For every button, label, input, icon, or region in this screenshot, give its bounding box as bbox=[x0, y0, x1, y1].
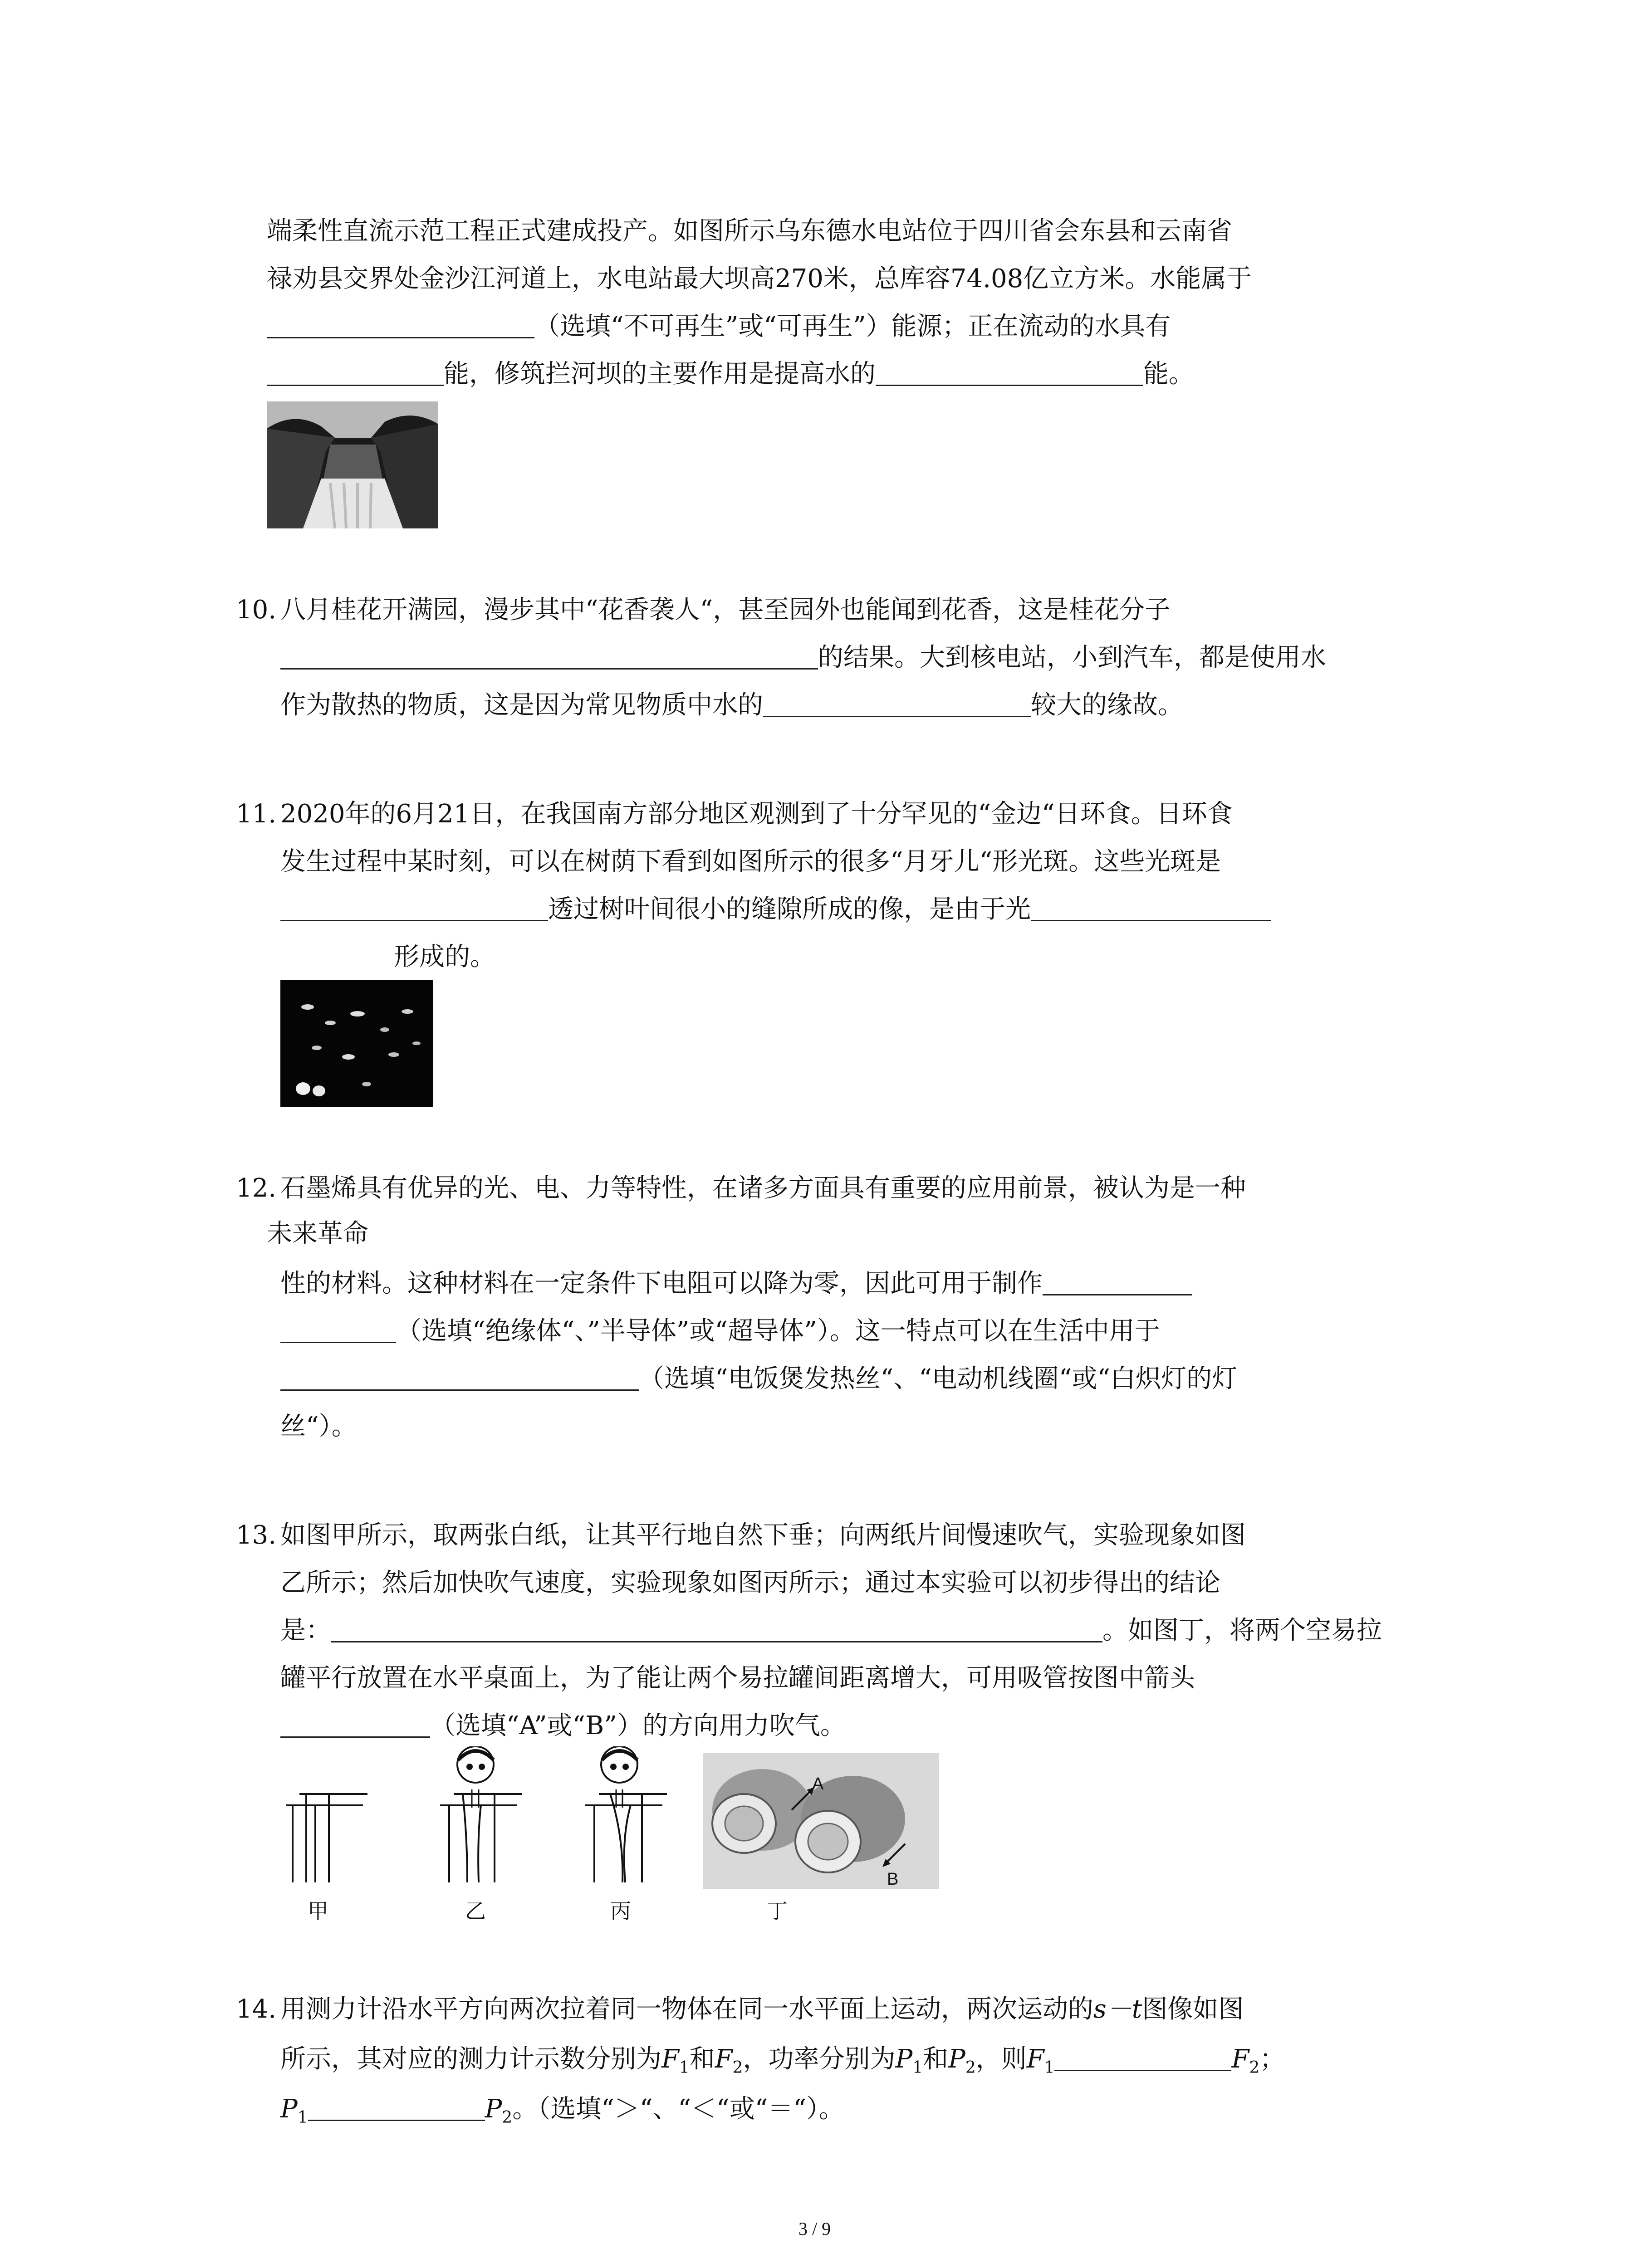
q9-line4: 能，修筑拦河坝的主要作用是提高水的 能。 bbox=[267, 356, 1194, 392]
q13-number: 13. bbox=[236, 1520, 277, 1550]
q11-blank2[interactable] bbox=[1031, 894, 1271, 921]
q13-blank2[interactable] bbox=[280, 1711, 430, 1738]
q12-line2: 未来革命 bbox=[267, 1219, 368, 1248]
q14-blank2[interactable] bbox=[308, 2094, 485, 2121]
arrow-a-label: A bbox=[812, 1774, 824, 1794]
label-bing: 丙 bbox=[610, 1899, 631, 1923]
q11-line3: 透过树叶间很小的缝隙所成的像，是由于光 bbox=[280, 891, 1271, 928]
q13-blank1[interactable] bbox=[331, 1616, 1102, 1642]
q12-line1: 石墨烯具有优异的光、电、力等特性，在诸多方面具有重要的应用前景，被认为是一种 bbox=[280, 1173, 1246, 1203]
q10-blank2[interactable] bbox=[763, 690, 1031, 717]
q9-line2: 禄劝县交界处金沙江河道上，水电站最大坝高270米，总库容74.08亿立方米。水能属于 bbox=[267, 264, 1252, 293]
figure-bing bbox=[585, 1746, 667, 1882]
figure-jia bbox=[286, 1794, 367, 1882]
q11-number: 11. bbox=[236, 799, 277, 829]
q11-blank2-cont[interactable] bbox=[280, 943, 394, 969]
q13-line3: 是： 。如图丁，将两个空易拉 bbox=[280, 1616, 1382, 1645]
q10-line2: 的结果。大到核电站，小到汽车，都是使用水 bbox=[280, 640, 1326, 676]
q12-blank1[interactable] bbox=[1043, 1269, 1192, 1295]
q12-blank2[interactable] bbox=[280, 1364, 639, 1391]
figure-yi bbox=[440, 1746, 522, 1882]
q14-blank1[interactable] bbox=[1054, 2044, 1231, 2071]
q11-line1: 2020年的6月21日，在我国南方部分地区观测到了十分罕见的“金边“日环食。日环食 bbox=[280, 799, 1233, 829]
q10-blank1[interactable] bbox=[280, 643, 818, 670]
q14-line1: 用测力计沿水平方向两次拉着同一物体在同一水平面上运动，两次运动的s－t图像如图 bbox=[280, 1994, 1244, 2024]
label-ding: 丁 bbox=[767, 1899, 788, 1923]
q14-number: 14. bbox=[236, 1994, 277, 2024]
q10-line1: 八月桂花开满园，漫步其中“花香袭人“，甚至园外也能闻到花香，这是桂花分子 bbox=[280, 595, 1171, 625]
q11-blank1[interactable] bbox=[280, 894, 548, 921]
q13-line2: 乙所示；然后加快吹气速度，实验现象如图丙所示；通过本实验可以初步得出的结论 bbox=[280, 1568, 1220, 1598]
q11-line4: 形成的。 bbox=[280, 939, 495, 975]
label-jia: 甲 bbox=[308, 1899, 328, 1923]
light-spots-photo bbox=[280, 980, 433, 1107]
q14-line3: $P_1$ $P_2$。（选填“＞“、“＜“或“＝“）。 bbox=[280, 2094, 844, 2127]
label-yi: 乙 bbox=[465, 1899, 486, 1923]
q12-line5: （选填“电饭煲发热丝“、“电动机线圈“或“白炽灯的灯 bbox=[280, 1361, 1237, 1397]
q9-blank2[interactable] bbox=[267, 359, 444, 386]
q13-line5: （选填“A”或“B”）的方向用力吹气。 bbox=[280, 1708, 846, 1744]
q9-line3: （选填“不可再生”或“可再生”）能源；正在流动的水具有 bbox=[267, 308, 1171, 345]
q13-figure bbox=[272, 1746, 953, 1946]
q13-line1: 如图甲所示，取两张白纸，让其平行地自然下垂；向两纸片间慢速吹气，实验现象如图 bbox=[280, 1520, 1246, 1550]
q9-blank1[interactable] bbox=[267, 312, 534, 338]
q14-line2: 所示，其对应的测力计示数分别为$F_1$和$F_2$，功率分别为$P_1$和$P_2$，则$F_1$ $F_2$； bbox=[280, 2044, 1285, 2077]
dam-photo bbox=[267, 401, 438, 528]
q12-line4: （选填“绝缘体“、”半导体”或“超导体”）。这一特点可以在生活中用于 bbox=[280, 1313, 1160, 1349]
q10-line3: 作为散热的物质，这是因为常见物质中水的 较大的缘故。 bbox=[280, 690, 1183, 720]
q9-blank3[interactable] bbox=[876, 359, 1143, 386]
q12-blank1-cont[interactable] bbox=[280, 1316, 396, 1343]
arrow-b-label: B bbox=[887, 1870, 899, 1889]
q9-line1: 端柔性直流示范工程正式建成投产。如图所示乌东德水电站位于四川省会东县和云南省 bbox=[267, 216, 1232, 246]
page-number: 3 / 9 bbox=[798, 2219, 831, 2239]
q11-line2: 发生过程中某时刻，可以在树荫下看到如图所示的很多“月牙儿“形光斑。这些光斑是 bbox=[280, 847, 1221, 876]
q12-number: 12. bbox=[236, 1173, 277, 1203]
q12-line3: 性的材料。这种材料在一定条件下电阻可以降为零，因此可用于制作 bbox=[280, 1266, 1192, 1302]
q10-number: 10. bbox=[236, 595, 277, 625]
q12-line6: 丝“）。 bbox=[280, 1412, 357, 1441]
q13-line4: 罐平行放置在水平桌面上，为了能让两个易拉罐间距离增大，可用吸管按图中箭头 bbox=[280, 1663, 1195, 1693]
